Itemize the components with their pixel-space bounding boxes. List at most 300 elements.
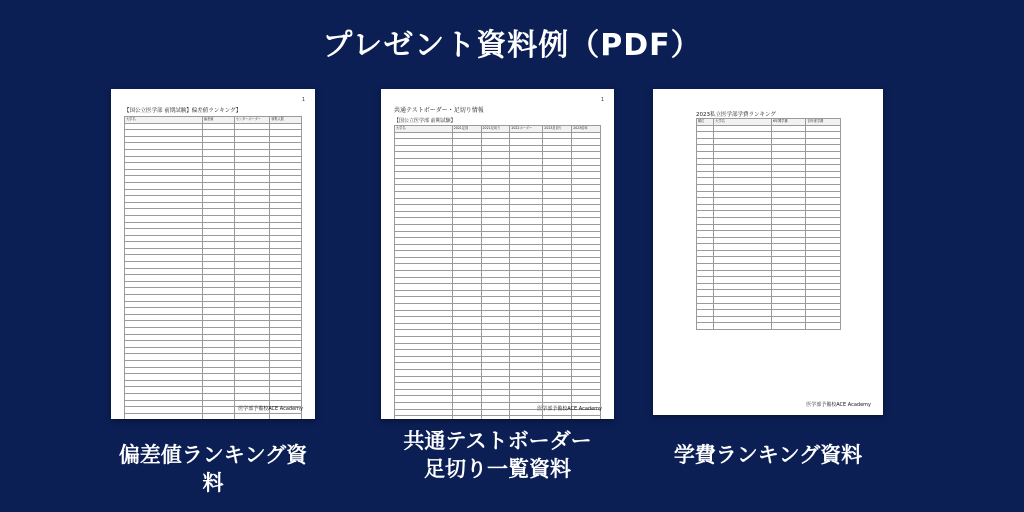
- table-cell: [771, 198, 806, 205]
- table-cell: [697, 297, 714, 304]
- table-cell: [270, 176, 302, 183]
- table-cell: [270, 341, 302, 348]
- table-cell: [202, 380, 234, 387]
- table-cell: [714, 290, 772, 297]
- table-cell: [202, 229, 234, 236]
- table-cell: [510, 205, 543, 212]
- table-cell: [202, 215, 234, 222]
- table-cell: [234, 222, 269, 229]
- table-cell: [481, 416, 510, 419]
- table-cell: [481, 343, 510, 350]
- table-cell: [234, 281, 269, 288]
- table-cell: [395, 310, 453, 317]
- table-cell: [771, 184, 806, 191]
- table-row: [125, 143, 302, 150]
- table-cell: [771, 204, 806, 211]
- page-number: 1: [600, 97, 604, 103]
- table-cell: [481, 356, 510, 363]
- table-cell: [270, 196, 302, 203]
- table-cell: [125, 235, 203, 242]
- table-cell: [202, 202, 234, 209]
- table-cell: [714, 277, 772, 284]
- table-cell: [510, 231, 543, 238]
- table-cell: [270, 149, 302, 156]
- table-row: [125, 308, 302, 315]
- table-cell: [234, 380, 269, 387]
- table-cell: [452, 152, 481, 159]
- table-cell: [543, 389, 572, 396]
- table-row: [395, 337, 601, 344]
- table-cell: [202, 374, 234, 381]
- table-cell: [543, 284, 572, 291]
- table-cell: [395, 264, 453, 271]
- table-cell: [125, 176, 203, 183]
- table-cell: [234, 255, 269, 262]
- table-cell: [202, 242, 234, 249]
- table-row: [697, 204, 841, 211]
- table-cell: [543, 416, 572, 419]
- table-cell: [270, 209, 302, 216]
- table-cell: [510, 198, 543, 205]
- table-cell: [234, 328, 269, 335]
- table-cell: [270, 295, 302, 302]
- table-cell: [510, 251, 543, 258]
- table-cell: [270, 163, 302, 170]
- table-cell: [510, 376, 543, 383]
- table-cell: [481, 132, 510, 139]
- table-cell: [234, 189, 269, 196]
- table-cell: [125, 149, 203, 156]
- table-cell: [714, 151, 772, 158]
- table-cell: [771, 178, 806, 185]
- table-cell: [202, 163, 234, 170]
- table-cell: [510, 158, 543, 165]
- table-row: [697, 290, 841, 297]
- table-cell: [806, 165, 841, 172]
- table-row: [125, 136, 302, 143]
- table-cell: [270, 354, 302, 361]
- table-cell: [697, 257, 714, 264]
- table-cell: [395, 165, 453, 172]
- table-cell: [697, 290, 714, 297]
- table-cell: [806, 310, 841, 317]
- table-cell: [481, 244, 510, 251]
- table-cell: [234, 413, 269, 419]
- table-cell: [395, 383, 453, 390]
- table-cell: [543, 310, 572, 317]
- table-cell: [543, 323, 572, 330]
- table-cell: [543, 257, 572, 264]
- table-row: [697, 283, 841, 290]
- table-row: [125, 182, 302, 189]
- table-cell: [202, 196, 234, 203]
- table-cell: [771, 297, 806, 304]
- table-cell: [270, 156, 302, 163]
- table-cell: [572, 224, 601, 231]
- table-row: [125, 209, 302, 216]
- table-cell: [714, 264, 772, 271]
- column-header: 6年間学費: [771, 119, 806, 126]
- table-row: [395, 238, 601, 245]
- document-heading: 2023私立医学部学費ランキング: [696, 112, 776, 118]
- table-cell: [510, 145, 543, 152]
- table-cell: [481, 152, 510, 159]
- table-cell: [125, 163, 203, 170]
- table-cell: [714, 191, 772, 198]
- table-cell: [697, 165, 714, 172]
- table-cell: [395, 205, 453, 212]
- table-cell: [572, 264, 601, 271]
- table-cell: [452, 356, 481, 363]
- table-cell: [270, 347, 302, 354]
- table-cell: [697, 283, 714, 290]
- table-cell: [543, 330, 572, 337]
- table-row: [125, 235, 302, 242]
- table-cell: [202, 169, 234, 176]
- table-cell: [543, 350, 572, 357]
- table-cell: [452, 264, 481, 271]
- table-cell: [270, 288, 302, 295]
- table-cell: [481, 231, 510, 238]
- table-cell: [270, 393, 302, 400]
- table-cell: [481, 402, 510, 409]
- column-header: 大学名: [125, 117, 203, 124]
- table-cell: [270, 275, 302, 282]
- table-cell: [543, 191, 572, 198]
- table-cell: [202, 156, 234, 163]
- table-cell: [543, 376, 572, 383]
- table-cell: [234, 262, 269, 269]
- table-row: [395, 310, 601, 317]
- table-row: [125, 281, 302, 288]
- table-cell: [806, 224, 841, 231]
- table-cell: [125, 295, 203, 302]
- table-cell: [452, 383, 481, 390]
- table-cell: [234, 295, 269, 302]
- document-footer: 医学部予備校ACE Academy: [806, 402, 871, 408]
- table-cell: [714, 171, 772, 178]
- table-row: [395, 343, 601, 350]
- table-cell: [125, 334, 203, 341]
- table-cell: [806, 204, 841, 211]
- table-cell: [714, 231, 772, 238]
- table-cell: [202, 248, 234, 255]
- table-cell: [572, 271, 601, 278]
- table-row: [395, 271, 601, 278]
- table-cell: [202, 143, 234, 150]
- table-cell: [452, 172, 481, 179]
- table-row: [395, 178, 601, 185]
- table-cell: [395, 218, 453, 225]
- table-row: [697, 184, 841, 191]
- table-cell: [771, 270, 806, 277]
- table-cell: [234, 136, 269, 143]
- table-cell: [452, 323, 481, 330]
- table-cell: [572, 205, 601, 212]
- table-row: [125, 149, 302, 156]
- table-cell: [395, 145, 453, 152]
- table-cell: [543, 343, 572, 350]
- table-cell: [234, 163, 269, 170]
- table-cell: [510, 323, 543, 330]
- table-cell: [806, 316, 841, 323]
- table-cell: [270, 222, 302, 229]
- table-cell: [806, 191, 841, 198]
- table-cell: [572, 310, 601, 317]
- table-cell: [806, 290, 841, 297]
- table-cell: [452, 389, 481, 396]
- table-cell: [395, 343, 453, 350]
- table-cell: [510, 383, 543, 390]
- table-cell: [806, 132, 841, 139]
- table-cell: [572, 185, 601, 192]
- table-row: [697, 250, 841, 257]
- table-cell: [510, 172, 543, 179]
- table-cell: [572, 238, 601, 245]
- table-cell: [481, 139, 510, 146]
- table-cell: [234, 130, 269, 137]
- table-row: [697, 217, 841, 224]
- table-row: [697, 151, 841, 158]
- caption-deviation-ranking: [111, 441, 315, 497]
- table-cell: [572, 191, 601, 198]
- table-cell: [510, 185, 543, 192]
- table-row: [125, 295, 302, 302]
- table-cell: [714, 165, 772, 172]
- table-cell: [125, 374, 203, 381]
- table-cell: [697, 244, 714, 251]
- table-cell: [202, 222, 234, 229]
- table-row: [125, 354, 302, 361]
- table-row: [125, 387, 302, 394]
- table-cell: [771, 171, 806, 178]
- table-cell: [125, 367, 203, 374]
- table-cell: [481, 165, 510, 172]
- table-row: [697, 277, 841, 284]
- table-cell: [510, 330, 543, 337]
- table-cell: [234, 314, 269, 321]
- table-cell: [395, 323, 453, 330]
- table-row: [125, 222, 302, 229]
- column-header: 募集人数: [270, 117, 302, 124]
- table-cell: [202, 136, 234, 143]
- table-cell: [125, 229, 203, 236]
- table-cell: [395, 172, 453, 179]
- table-cell: [395, 363, 453, 370]
- table-cell: [270, 182, 302, 189]
- table-cell: [452, 297, 481, 304]
- table-cell: [452, 402, 481, 409]
- table-cell: [270, 328, 302, 335]
- table-cell: [572, 152, 601, 159]
- table-cell: [270, 189, 302, 196]
- table-cell: [270, 255, 302, 262]
- table-cell: [395, 271, 453, 278]
- table-row: [125, 202, 302, 209]
- table-cell: [481, 271, 510, 278]
- table-cell: [270, 281, 302, 288]
- table-cell: [202, 328, 234, 335]
- table-cell: [572, 277, 601, 284]
- table-cell: [452, 165, 481, 172]
- table-cell: [714, 237, 772, 244]
- table-cell: [543, 369, 572, 376]
- table-cell: [697, 231, 714, 238]
- table-cell: [714, 297, 772, 304]
- table-cell: [202, 176, 234, 183]
- table-cell: [234, 209, 269, 216]
- table-cell: [714, 178, 772, 185]
- table-cell: [395, 304, 453, 311]
- table-row: [125, 334, 302, 341]
- table-cell: [697, 277, 714, 284]
- table-cell: [202, 341, 234, 348]
- caption-line: 偏差値ランキング資料: [118, 443, 308, 495]
- table-cell: [125, 281, 203, 288]
- table-cell: [395, 224, 453, 231]
- table-cell: [697, 323, 714, 330]
- table-row: [395, 132, 601, 139]
- table-cell: [270, 242, 302, 249]
- table-cell: [806, 217, 841, 224]
- table-cell: [697, 250, 714, 257]
- table-cell: [234, 301, 269, 308]
- table-row: [395, 185, 601, 192]
- table-cell: [543, 238, 572, 245]
- table-row: [125, 275, 302, 282]
- table-cell: [806, 138, 841, 145]
- table-cell: [806, 237, 841, 244]
- table-cell: [806, 178, 841, 185]
- table-row: [125, 248, 302, 255]
- table-row: [697, 237, 841, 244]
- table-cell: [202, 209, 234, 216]
- table-row: [395, 244, 601, 251]
- table-cell: [481, 191, 510, 198]
- table-cell: [481, 158, 510, 165]
- table-row: [395, 172, 601, 179]
- table-cell: [697, 198, 714, 205]
- table-cell: [510, 356, 543, 363]
- table-cell: [543, 337, 572, 344]
- table-row: [125, 169, 302, 176]
- table-cell: [234, 360, 269, 367]
- table-row: [395, 211, 601, 218]
- table-row: [697, 224, 841, 231]
- table-cell: [270, 360, 302, 367]
- table-cell: [481, 369, 510, 376]
- table-row: [697, 178, 841, 185]
- table-cell: [234, 123, 269, 130]
- table-cell: [697, 310, 714, 317]
- table-row: [697, 198, 841, 205]
- table-cell: [395, 337, 453, 344]
- table-cell: [697, 184, 714, 191]
- table-cell: [572, 389, 601, 396]
- table-cell: [806, 184, 841, 191]
- table-cell: [452, 198, 481, 205]
- table-cell: [714, 250, 772, 257]
- table-cell: [771, 191, 806, 198]
- table-cell: [395, 277, 453, 284]
- table-cell: [806, 198, 841, 205]
- table-cell: [481, 330, 510, 337]
- table-cell: [234, 341, 269, 348]
- table-row: [395, 330, 601, 337]
- table-row: [395, 369, 601, 376]
- table-cell: [572, 251, 601, 258]
- table-row: [125, 301, 302, 308]
- table-cell: [270, 268, 302, 275]
- table-cell: [714, 310, 772, 317]
- table-cell: [771, 224, 806, 231]
- table-cell: [395, 416, 453, 419]
- table-cell: [234, 367, 269, 374]
- table-cell: [452, 290, 481, 297]
- table-cell: [714, 138, 772, 145]
- table-row: [697, 316, 841, 323]
- table-cell: [697, 158, 714, 165]
- table-cell: [572, 145, 601, 152]
- table-cell: [771, 323, 806, 330]
- table-cell: [771, 138, 806, 145]
- table-cell: [481, 198, 510, 205]
- table-cell: [202, 130, 234, 137]
- table-cell: [395, 376, 453, 383]
- table-cell: [452, 317, 481, 324]
- deviation-ranking-document: [111, 89, 315, 419]
- table-cell: [125, 136, 203, 143]
- table-cell: [510, 132, 543, 139]
- table-cell: [481, 337, 510, 344]
- table-row: [395, 139, 601, 146]
- table-cell: [806, 270, 841, 277]
- table-cell: [125, 360, 203, 367]
- table-cell: [125, 189, 203, 196]
- table-row: [395, 251, 601, 258]
- table-cell: [510, 343, 543, 350]
- table-cell: [395, 185, 453, 192]
- table-row: [395, 231, 601, 238]
- table-row: [125, 130, 302, 137]
- table-cell: [572, 297, 601, 304]
- table-cell: [572, 363, 601, 370]
- table-cell: [510, 337, 543, 344]
- table-cell: [125, 202, 203, 209]
- table-cell: [452, 376, 481, 383]
- table-cell: [452, 369, 481, 376]
- table-cell: [543, 231, 572, 238]
- table-cell: [481, 172, 510, 179]
- table-cell: [125, 123, 203, 130]
- table-cell: [806, 277, 841, 284]
- table-cell: [714, 217, 772, 224]
- table-cell: [481, 145, 510, 152]
- table-cell: [481, 310, 510, 317]
- table-cell: [125, 354, 203, 361]
- table-cell: [697, 270, 714, 277]
- table-cell: [806, 145, 841, 152]
- table-cell: [572, 231, 601, 238]
- table-cell: [481, 238, 510, 245]
- table-cell: [806, 323, 841, 330]
- table-row: [395, 224, 601, 231]
- table-cell: [697, 178, 714, 185]
- table-cell: [572, 165, 601, 172]
- table-cell: [510, 238, 543, 245]
- table-cell: [395, 402, 453, 409]
- table-cell: [270, 248, 302, 255]
